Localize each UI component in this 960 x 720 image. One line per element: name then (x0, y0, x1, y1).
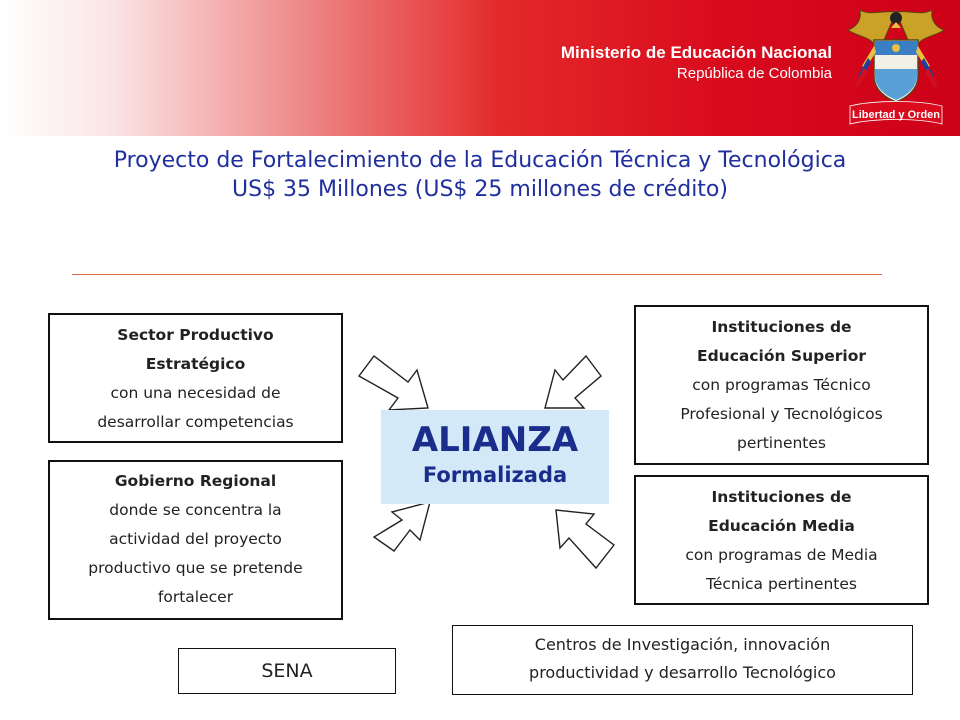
project-title-line1: Proyecto de Fortalecimiento de la Educación Técnica y Tecnológica (113, 148, 847, 173)
sector-body-1: con una necesidad de (110, 384, 281, 402)
sector-heading-2: Estratégico (145, 355, 246, 373)
alianza-subtitle: Formalizada (422, 463, 568, 487)
sector-body-2: desarrollar competencias (97, 413, 294, 431)
superior-heading-2: Educación Superior (696, 347, 866, 365)
centros-investigacion-box (452, 625, 913, 695)
superior-body-3: pertinentes (736, 434, 826, 452)
arrow-superior-icon (545, 356, 601, 408)
arrow-gobierno-icon (374, 502, 430, 551)
media-body-2: Técnica pertinentes (706, 575, 857, 593)
gobierno-body-2: actividad del proyecto (109, 530, 282, 548)
alianza-box (381, 410, 609, 504)
gobierno-regional-box (48, 460, 343, 620)
gobierno-body-1: donde se concentra la (109, 501, 282, 519)
svg-text:Libertad y Orden: Libertad y Orden (851, 109, 941, 121)
arrow-sector-icon (359, 356, 428, 410)
educacion-superior-box (634, 305, 929, 465)
alianza-title: ALIANZA (411, 420, 579, 460)
centros-line-1: Centros de Investigación, innovación (534, 635, 831, 654)
centros-line-2: productividad y desarrollo Tecnológico (529, 663, 836, 682)
arrow-media-icon (556, 510, 614, 568)
superior-body-1: con programas Técnico (692, 376, 871, 394)
gobierno-body-4: fortalecer (157, 588, 234, 606)
media-heading-1: Instituciones de (711, 488, 852, 506)
gobierno-body-3: productivo que se pretende (88, 559, 303, 577)
media-body-1: con programas de Media (685, 546, 878, 564)
project-title-line2: US$ 35 Millones (US$ 25 millones de crédito) (232, 177, 728, 202)
educacion-media-box (634, 475, 929, 605)
ministry-name: Ministerio de Educación Nacional (560, 43, 832, 62)
sector-productivo-box (48, 313, 343, 443)
media-heading-2: Educación Media (708, 517, 855, 535)
sena-box (178, 648, 396, 694)
superior-body-2: Profesional y Tecnológicos (680, 405, 883, 423)
superior-heading-1: Instituciones de (711, 318, 852, 336)
sena-label: SENA (261, 660, 313, 682)
sector-heading-1: Sector Productivo (117, 326, 274, 344)
country-name: República de Colombia (676, 65, 832, 82)
gobierno-heading: Gobierno Regional (114, 472, 277, 490)
